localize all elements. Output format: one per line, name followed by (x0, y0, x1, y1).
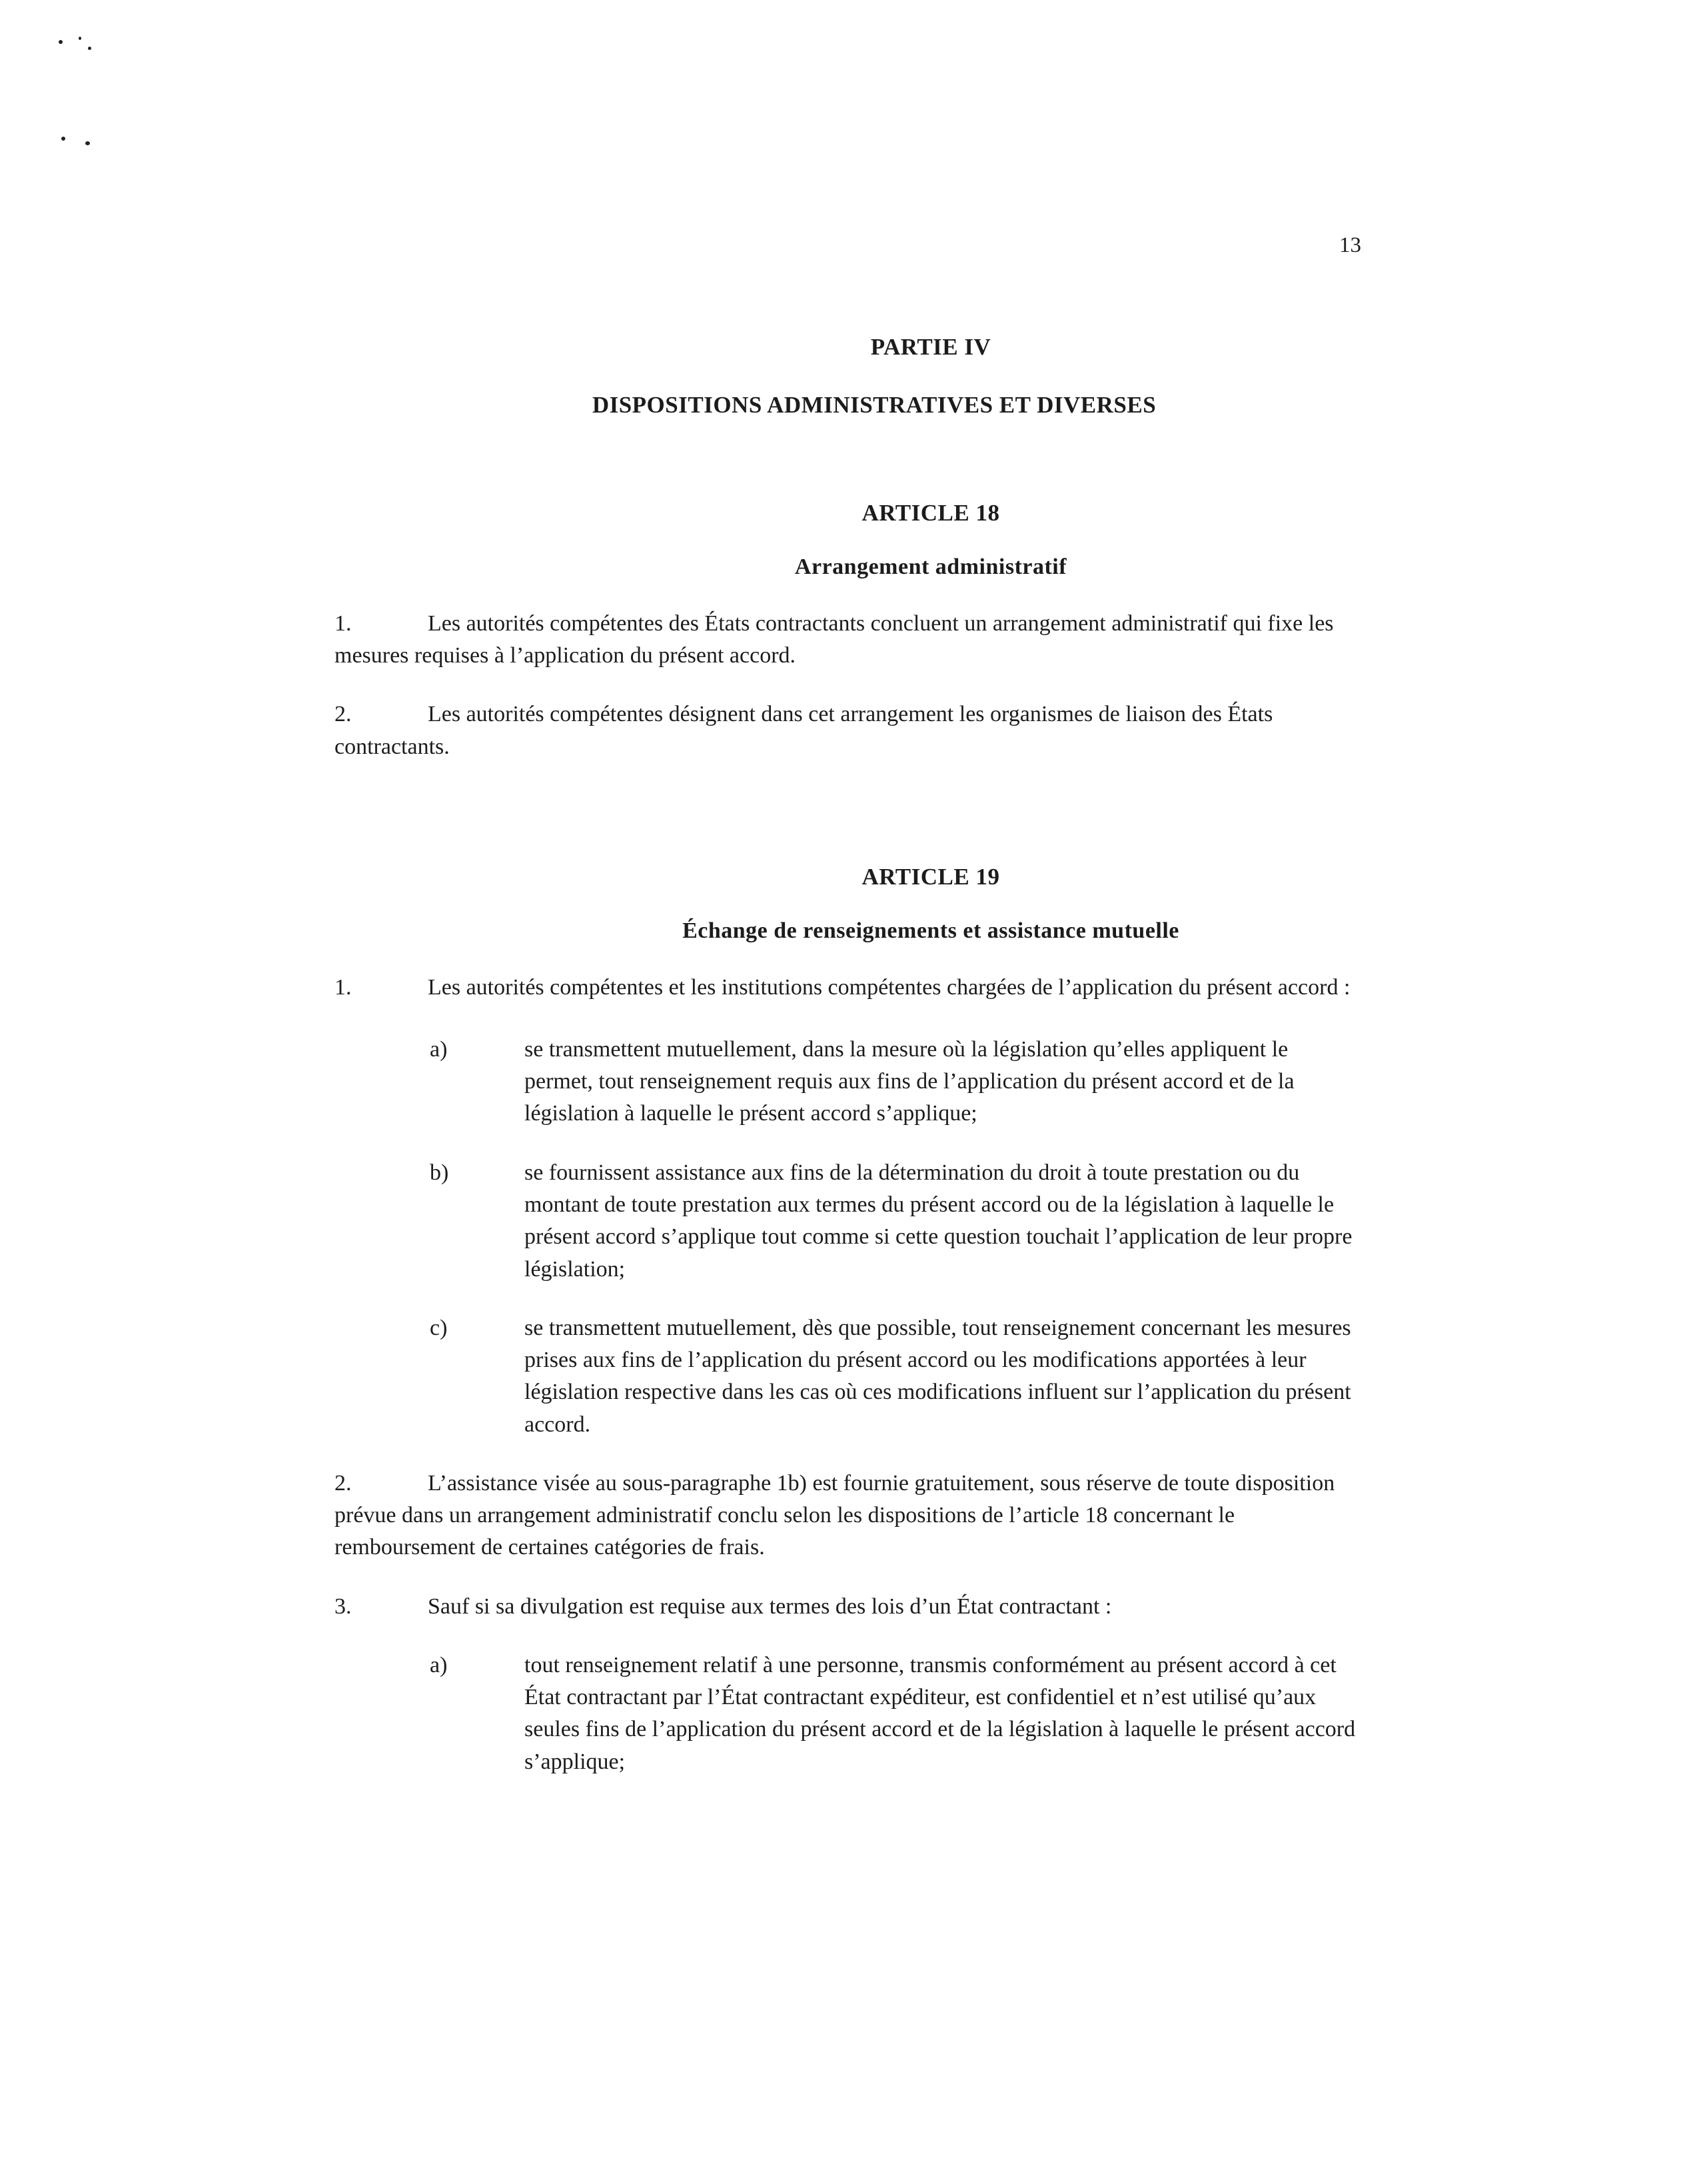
subparagraph-letter: a) (430, 1036, 448, 1062)
scan-speck (59, 40, 63, 44)
scan-speck (88, 47, 91, 50)
paragraph (334, 698, 1361, 763)
paragraph-text: Sauf si sa divulgation est requise aux termes des lois d’un État contractant : (428, 1594, 1112, 1619)
subparagraph-letter: b) (430, 1160, 449, 1185)
page-number: 13 (1339, 233, 1361, 257)
subparagraph (334, 1649, 1361, 1778)
subparagraph-letter: c) (430, 1315, 448, 1340)
scan-speck (85, 141, 90, 145)
paragraph-number: 1. (334, 610, 352, 636)
article-subtitle: Échange de renseignements et assistance mutuelle (682, 918, 1179, 943)
paragraph-text: L’assistance visée au sous-paragraphe 1b) est fournie gratuitement, sous réserve de toute disposition prévue dans un arrangement administratif conclu selon les dispositions de l’article 18 concernant le remboursement de certaines catégories de frais. (334, 1470, 1335, 1560)
part-subtitle: DISPOSITIONS ADMINISTRATIVES ET DIVERSES (592, 392, 1157, 418)
paragraph-number: 2. (334, 702, 352, 727)
paragraph-number: 1. (334, 974, 352, 1000)
subparagraph (334, 1312, 1361, 1441)
paragraph (334, 1468, 1361, 1564)
article-title: ARTICLE 19 (861, 863, 1000, 890)
article-subtitle: Arrangement administratif (794, 554, 1067, 579)
paragraph-text: Les autorités compétentes et les institutions compétentes chargées de l’application du présent accord : (428, 974, 1351, 1000)
paragraph-number: 2. (334, 1470, 352, 1496)
paragraph-text: Les autorités compétentes désignent dans cet arrangement les organismes de liaison des États contractants. (334, 702, 1273, 759)
article-title: ARTICLE 18 (861, 500, 1000, 526)
part-title: PARTIE IV (870, 334, 991, 360)
subparagraph-text: se transmettent mutuellement, dès que possible, tout renseignement concernant les mesures prises aux fins de l’application du présent accord ou les modifications apportées à leur législation respective dans les cas où ces modifications influent sur l’application du présent accord. (524, 1315, 1351, 1437)
document-body (334, 333, 1361, 1805)
paragraph-text: Les autorités compétentes des États contractants concluent un arrangement administratif qui fixe les mesures requises à l’application du présent accord. (334, 610, 1334, 668)
paragraph (334, 608, 1361, 672)
paragraph (334, 972, 1361, 1004)
article-19 (334, 863, 1361, 1778)
scan-speck (61, 137, 65, 141)
subparagraph-text: tout renseignement relatif à une personne, transmis conformément au présent accord à cet État contractant par l’État contractant expéditeur, est confidentiel et n’est utilisé qu’aux seules fins de l’application du présent accord et de la législation à laquelle le présent accord s’applique; (524, 1652, 1356, 1774)
subparagraph (334, 1157, 1361, 1286)
paragraph (334, 1591, 1361, 1623)
scan-speck (79, 37, 81, 40)
subparagraph-text: se fournissent assistance aux fins de la détermination du droit à toute prestation ou du montant de toute prestation aux termes du présent accord ou de la législation à laquelle le présent accord s’applique tout comme si cette question touchait l’application de leur propre législation; (524, 1160, 1353, 1282)
subparagraph (334, 1034, 1361, 1130)
subparagraph-text: se transmettent mutuellement, dans la mesure où la législation qu’elles appliquent le permet, tout renseignement requis aux fins de l’application du présent accord et de la législation à laquelle le présent accord s’applique; (524, 1036, 1295, 1126)
article-18 (334, 499, 1361, 763)
subparagraph-letter: a) (430, 1652, 448, 1677)
paragraph-number: 3. (334, 1594, 352, 1619)
